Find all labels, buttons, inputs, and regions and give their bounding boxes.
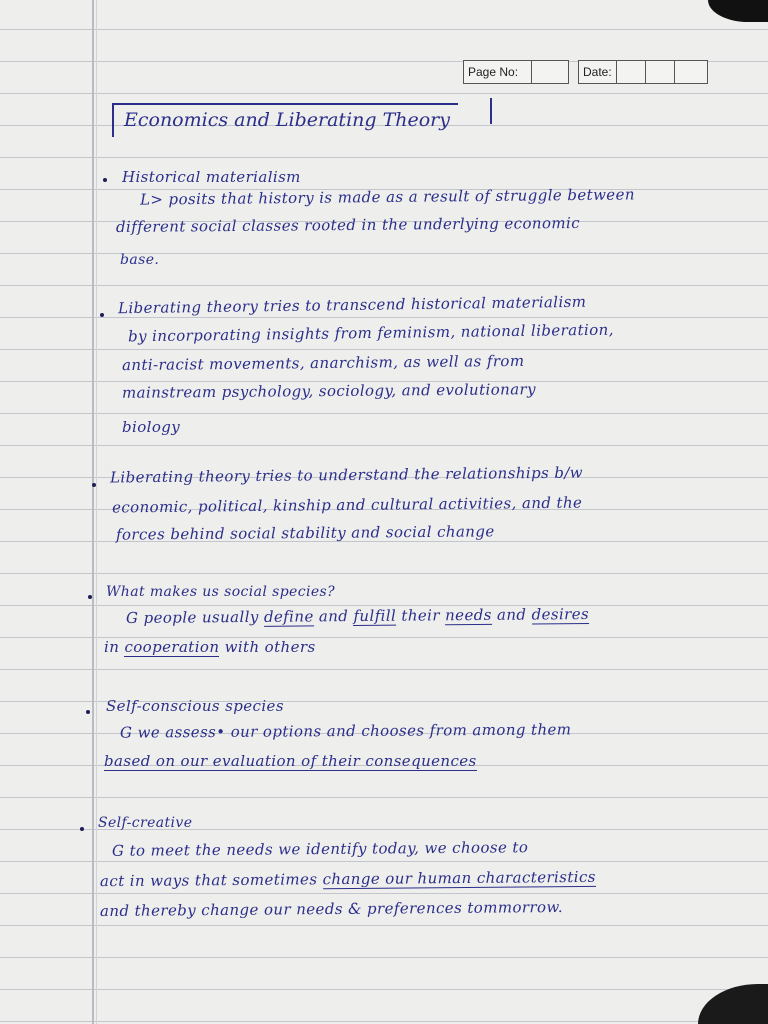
date-cell <box>616 61 645 83</box>
note-text: and <box>491 605 532 624</box>
date-cell <box>645 61 674 83</box>
underlined-text: cooperation <box>124 638 220 656</box>
margin-line <box>92 0 94 1024</box>
bullet-dot <box>103 178 107 182</box>
note-text: act in ways that sometimes <box>99 870 323 891</box>
page-no-label: Page No: <box>468 65 519 79</box>
note-text: with others <box>219 638 316 656</box>
note-line <box>104 752 477 770</box>
date-label: Date: <box>583 65 612 79</box>
note-line: anti-racist movements, anarchism, as well as from <box>121 351 525 375</box>
note-line: Liberating theory tries to transcend historical materialism <box>117 292 587 318</box>
date-box <box>578 60 708 84</box>
bullet-dot <box>100 313 104 317</box>
bullet-dot <box>80 827 84 831</box>
underlined-text: needs <box>444 605 492 625</box>
note-line: Historical materialism <box>122 168 301 186</box>
bullet-dot <box>92 483 96 487</box>
page-title: Economics and Liberating Theory <box>112 103 458 137</box>
underlined-text: change our human characteristics <box>322 867 596 889</box>
date-cell <box>674 61 703 83</box>
note-line: biology <box>122 418 181 436</box>
title-box-edge <box>490 98 492 124</box>
bullet-dot <box>88 595 92 599</box>
note-line: Liberating theory tries to understand the relationships b/w <box>109 463 584 487</box>
underlined-text: desires <box>531 604 590 624</box>
note-line: L> posits that history is made as a result of struggle between <box>139 185 635 209</box>
background-corner <box>708 0 768 22</box>
background-corner-bottom <box>698 984 768 1024</box>
note-text: their <box>396 606 446 625</box>
note-line: G to meet the needs we identify today, we choose to <box>111 838 529 860</box>
underlined-text: based on our evaluation of their consequences <box>104 752 477 770</box>
note-line <box>126 605 589 627</box>
note-line <box>104 638 316 656</box>
underlined-text: fulfill <box>353 606 397 626</box>
note-line: different social classes rooted in the underlying economic <box>115 213 581 237</box>
note-line: economic, political, kinship and cultural activities, and the <box>111 493 583 517</box>
note-line: and thereby change our needs & preferences tommorrow. <box>99 897 564 921</box>
note-text: G people usually <box>125 607 264 628</box>
underlined-text: define <box>263 607 314 626</box>
note-line: by incorporating insights from feminism, national liberation, <box>127 320 614 346</box>
note-line: base. <box>120 252 160 268</box>
page-no-cell <box>531 61 568 83</box>
margin-line-secondary <box>96 0 97 1024</box>
note-text: and <box>313 607 354 626</box>
note-line <box>100 868 596 890</box>
note-text: in <box>104 638 125 656</box>
note-line: forces behind social stability and social change <box>115 522 495 544</box>
bullet-dot <box>86 710 90 714</box>
note-line: Self-conscious species <box>106 697 284 715</box>
note-line: mainstream psychology, sociology, and evolutionary <box>121 380 537 402</box>
note-line: G we assess• our options and chooses from among them <box>119 720 572 742</box>
note-line: What makes us social species? <box>106 584 336 600</box>
page-no-box <box>463 60 569 84</box>
note-line: Self-creative <box>98 815 193 831</box>
